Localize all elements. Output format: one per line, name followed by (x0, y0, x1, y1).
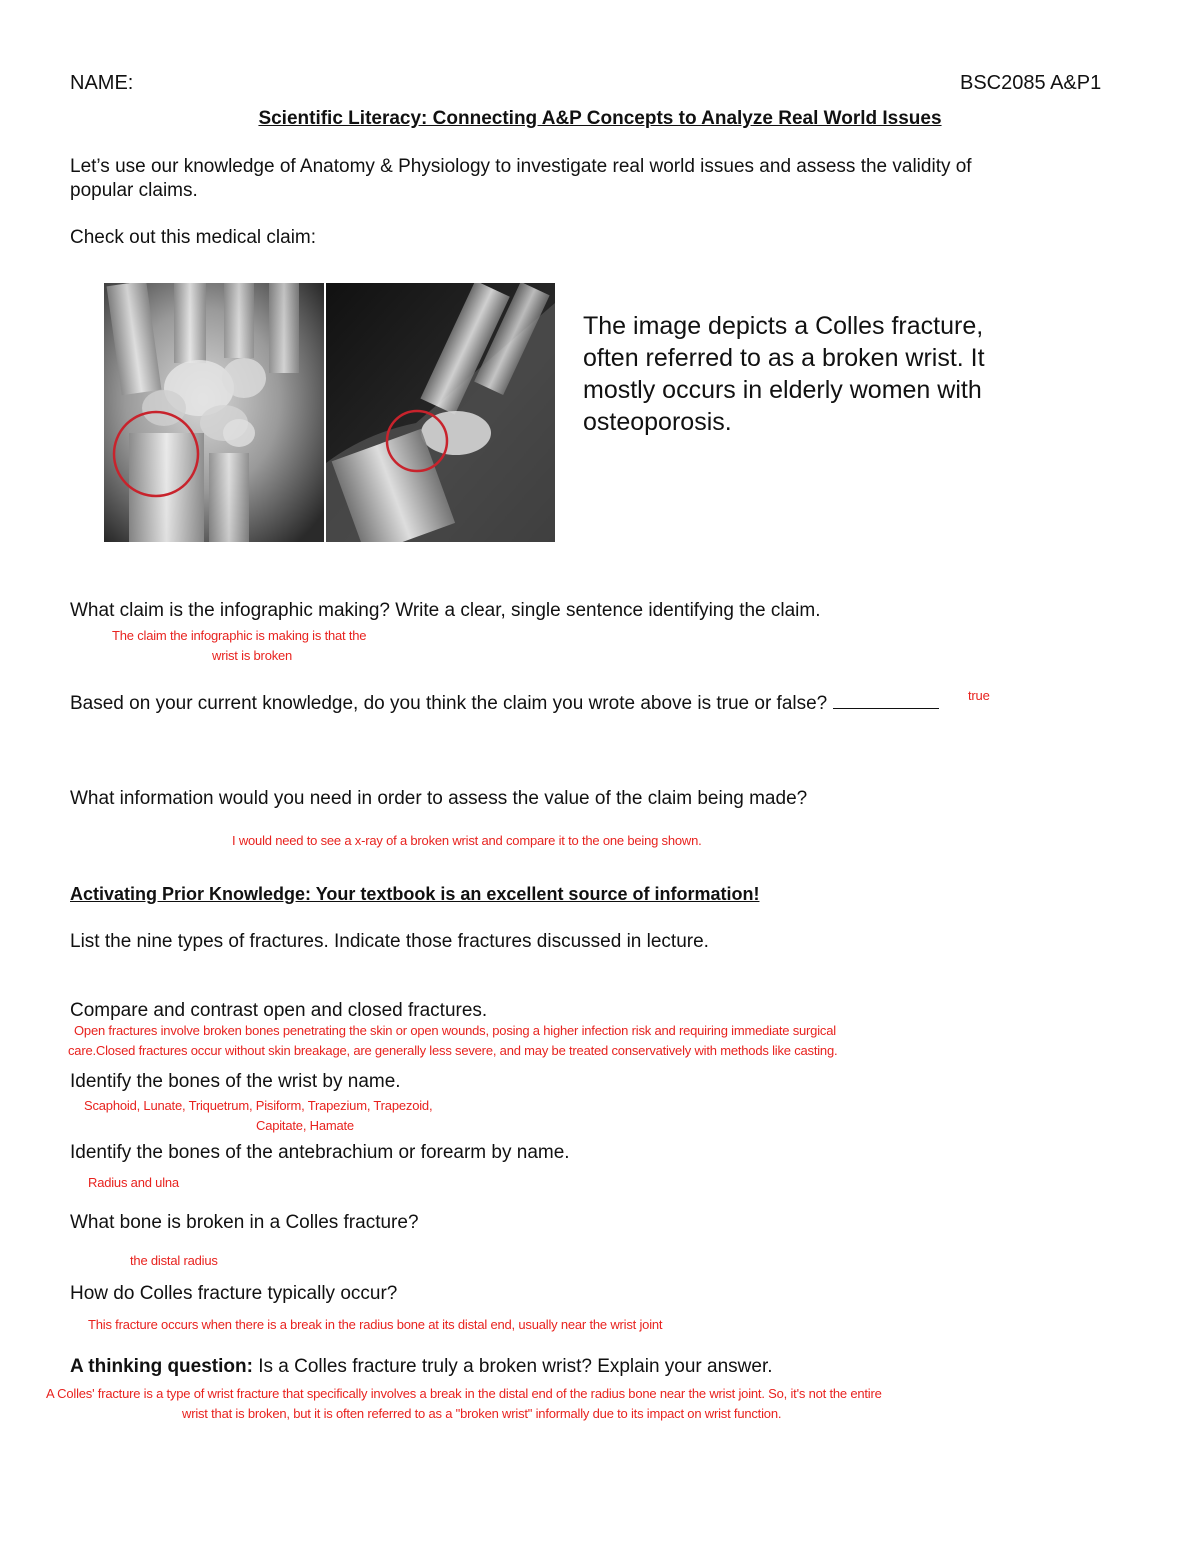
answer-thinking-line1: A Colles' fracture is a type of wrist fracture that specifically involves a break in the distal end of the radius bone near the wrist joint. So, it's not the entire (46, 1386, 882, 1401)
answer-information: I would need to see a x-ray of a broken wrist and compare it to the one being shown. (232, 833, 702, 848)
xray-image-front (104, 283, 324, 542)
question-how-occur: How do Colles fracture typically occur? (70, 1283, 398, 1304)
question-claim: What claim is the infographic making? Write a clear, single sentence identifying the claim. (70, 600, 821, 621)
answer-open-closed-line2: care.Closed fractures occur without skin breakage, are generally less severe, and may be treated conservatively with methods like casting. (68, 1043, 838, 1058)
answer-claim-line2: wrist is broken (212, 648, 293, 663)
question-broken-bone: What bone is broken in a Colles fracture? (70, 1212, 419, 1233)
question-open-closed: Compare and contrast open and closed fractures. (70, 1000, 488, 1021)
answer-thinking-line2: wrist that is broken, but it is often referred to as a "broken wrist" informally due to its impact on wrist function. (182, 1406, 782, 1421)
question-true-false-text: Based on your current knowledge, do you think the claim you wrote above is true or false? (70, 693, 828, 714)
thinking-question-label: A thinking question: (70, 1356, 253, 1377)
course-code: BSC2085 A&P1 (960, 72, 1102, 94)
answer-wrist-bones-line2: Capitate, Hamate (256, 1118, 354, 1133)
check-out-text: Check out this medical claim: (70, 227, 317, 248)
answer-how-occur: This fracture occurs when there is a break in the radius bone at its distal end, usually near the wrist joint (88, 1317, 663, 1332)
intro-text-cont: popular claims. (70, 180, 198, 201)
question-information: What information would you need in order to assess the value of the claim being made? (70, 788, 808, 809)
answer-wrist-bones-line1: Scaphoid, Lunate, Triquetrum, Pisiform, Trapezium, Trapezoid, (84, 1098, 433, 1113)
answer-claim-line1: The claim the infographic is making is that the (112, 628, 367, 643)
thinking-question-text: Is a Colles fracture truly a broken wrist? Explain your answer. (252, 1356, 773, 1377)
page-title: Scientific Literacy: Connecting A&P Concepts to Analyze Real World Issues (258, 108, 942, 129)
claim-text: The image depicts a Colles fracture, often referred to as a broken wrist. It mostly occurs in elderly women with osteoporosis. (583, 312, 985, 436)
answer-forearm-bones: Radius and ulna (88, 1175, 179, 1190)
question-wrist-bones: Identify the bones of the wrist by name. (70, 1071, 401, 1092)
name-label: NAME: (70, 72, 134, 94)
answer-blank-line[interactable] (833, 694, 939, 709)
question-fracture-types: List the nine types of fractures. Indicate those fractures discussed in lecture. (70, 931, 709, 952)
answer-open-closed-line1: Open fractures involve broken bones penetrating the skin or open wounds, posing a higher infection risk and requiring immediate surgical (74, 1023, 836, 1038)
section-heading-prior-knowledge: Activating Prior Knowledge: Your textbook is an excellent source of information! (70, 884, 760, 904)
question-forearm-bones: Identify the bones of the antebrachium or forearm by name. (70, 1142, 570, 1163)
xray-image-lateral (326, 283, 555, 542)
intro-text: Let’s use our knowledge of Anatomy & Physiology to investigate real world issues and assess the validity of (70, 156, 972, 177)
question-thinking (70, 1356, 773, 1378)
answer-true-false: true (968, 688, 990, 703)
question-true-false (70, 693, 939, 715)
answer-broken-bone: the distal radius (130, 1253, 218, 1268)
